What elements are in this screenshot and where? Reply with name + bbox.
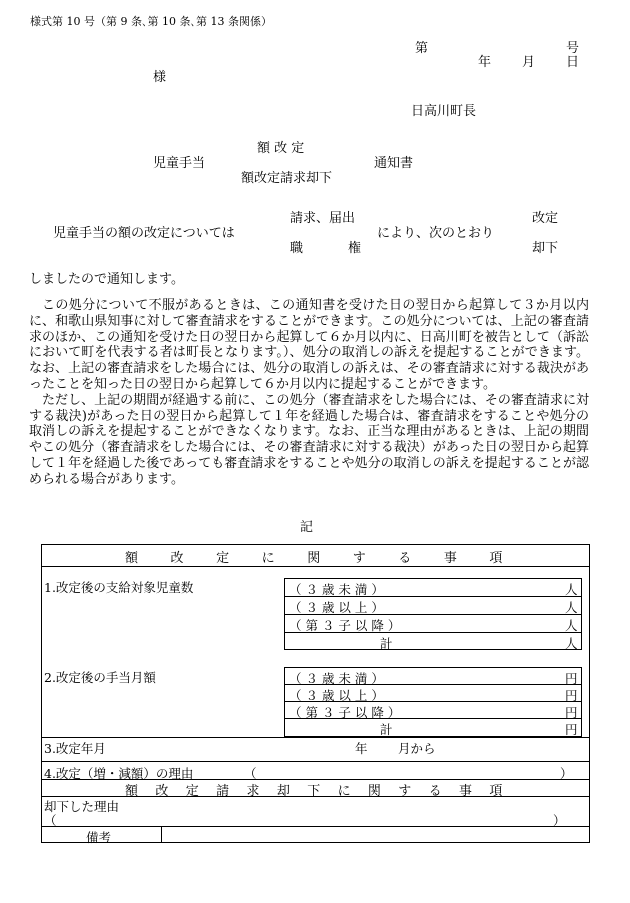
- divider: [41, 737, 590, 738]
- amount-row-unit: 円: [565, 671, 578, 686]
- statement-reason-b1: 職: [290, 241, 304, 256]
- divider: [161, 826, 162, 843]
- rejection-reason-label: 却下した理由: [44, 799, 120, 814]
- notice-paragraph-2: ただし、上記の期間が経過する前に、この処分（審査請求をした場合には、その審査請求に対する裁決)があった日の翌日から起算して１年を経過した場合は、審査請求をすることや処分の取消しの訴えを提起することができなくなります。なお、正当な理由があるときは、上記の期間やこの処分（審査請求をした場合には、その審査請求に対する裁決）があった日の翌日から起算して１年を経過した後であっても審査請求をすることや処分の取消しの訴えを提起することが認められる場合があります。: [29, 392, 589, 487]
- section2-header-text: 額 改 定 請 求 却 下 に 関 す る 事 項: [125, 784, 505, 799]
- issuer: 日高川町長: [411, 104, 477, 119]
- statement-result-b: 却下: [532, 241, 559, 256]
- revision-reason-open: （: [244, 766, 257, 781]
- amount-total-label: 計: [380, 722, 393, 737]
- date-year: 年: [478, 55, 492, 70]
- amount-row-unit: 円: [565, 688, 578, 703]
- revision-reason-label: 4.改定（増・減額）の理由: [44, 766, 194, 781]
- children-row-label: （ ３ 歳 以 上 ）: [289, 600, 384, 615]
- revision-year-value: 年: [355, 741, 368, 756]
- children-row-unit: 人: [565, 582, 578, 597]
- rejection-reason-close: ）: [553, 813, 566, 828]
- remarks-label: 備考: [86, 830, 112, 845]
- section1-header: [125, 547, 505, 566]
- children-row-unit: 人: [565, 600, 578, 615]
- divider: [41, 566, 590, 567]
- revision-month-value: 月から: [398, 741, 436, 756]
- children-total-unit: 人: [565, 636, 578, 651]
- ki-label: 記: [300, 520, 314, 535]
- amount-row-unit: 円: [565, 705, 578, 720]
- doc-number-suffix: 号: [566, 41, 580, 56]
- revision-reason-close: ）: [560, 766, 573, 781]
- children-row-label: （ ３ 歳 未 満 ）: [289, 582, 384, 597]
- notice-text: [29, 298, 589, 488]
- monthly-amount-label: 2.改定後の手当月額: [44, 670, 156, 685]
- form-label: 様式第 10 号（第 9 条､第 10 条､第 13 条関係）: [30, 15, 272, 28]
- divider: [41, 761, 590, 762]
- statement-lead: 児童手当の額の改定については: [53, 226, 235, 241]
- title-left: 児童手当: [153, 156, 206, 171]
- amount-row-label: （ 第 ３ 子 以 降 ）: [289, 705, 401, 720]
- date-month: 月: [522, 55, 536, 70]
- doc-number-prefix: 第: [415, 41, 429, 56]
- children-row-label: （ 第 ３ 子 以 降 ）: [289, 618, 401, 633]
- addressee-suffix: 様: [153, 70, 167, 85]
- statement-reason-a: 請求、届出: [290, 211, 356, 226]
- title-right: 通知書: [374, 156, 414, 171]
- rejection-reason-open: （: [44, 813, 57, 828]
- children-total-label: 計: [380, 636, 393, 651]
- divider: [41, 826, 590, 827]
- date-day: 日: [566, 55, 580, 70]
- statement-closing: しましたので通知します。: [29, 272, 184, 287]
- statement-result-a: 改定: [532, 211, 559, 226]
- notice-paragraph-1: この処分について不服があるときは、この通知書を受けた日の翌日から起算して３か月以内に、和歌山県知事に対して審査請求をすることができます。この処分については、上記の審査請求のほか、この通知を受けた日の翌日から起算して６か月以内に、日高川町を被告として（訴訟において町を代表する者は町長となります。）、処分の取消しの訴えを提起することができます。なお、上記の審査請求をした場合には、処分の取消しの訴えは、その審査請求に対する裁決があったことを知った日の翌日から起算して６か月以内に提起することができます。: [29, 298, 589, 392]
- title-option-rejection: 額改定請求却下: [241, 171, 333, 186]
- amount-row-label: （ ３ 歳 未 満 ）: [289, 671, 384, 686]
- title-option-revision: 額 改 定: [257, 141, 305, 156]
- section1-header-text: 額 改 定 に 関 す る 事 項: [125, 551, 505, 566]
- statement-reason-b2: 権: [348, 241, 362, 256]
- statement-middle: により、次のとおり: [377, 226, 495, 241]
- children-row-unit: 人: [565, 618, 578, 633]
- revision-month-label: 3.改定年月: [44, 741, 106, 756]
- divider: [41, 796, 590, 797]
- amount-row-label: （ ３ 歳 以 上 ）: [289, 688, 384, 703]
- children-count-label: 1.改定後の支給対象児童数: [44, 580, 194, 595]
- amount-total-unit: 円: [565, 722, 578, 737]
